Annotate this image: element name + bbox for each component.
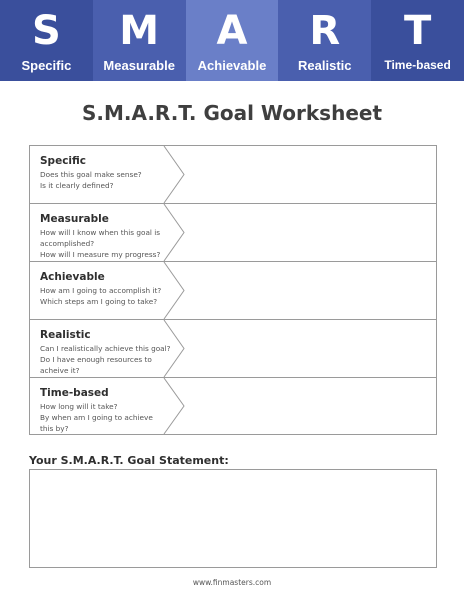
row-label — [30, 146, 185, 203]
banner-letter: A — [216, 8, 248, 54]
row-question: How am I going to accomplish it? — [40, 286, 162, 295]
row-heading: Achievable — [40, 271, 105, 283]
page-title: S.M.A.R.T. Goal Worksheet — [81, 101, 383, 125]
footer-website: www.finmasters.com — [192, 578, 272, 587]
row-question: Can I realistically achieve this goal? — [40, 344, 171, 353]
row-question: Which steps am I going to take? — [40, 297, 158, 306]
row-question: Is it clearly defined? — [40, 181, 114, 190]
banner-word: Realistic — [298, 58, 352, 73]
row-label — [30, 204, 185, 261]
banner-letter: S — [31, 8, 61, 54]
banner-word: Measurable — [103, 58, 175, 73]
row-questions — [40, 285, 185, 307]
row-question: Does this goal make sense? — [40, 170, 142, 179]
row-questions — [40, 227, 185, 260]
row-question: How will I measure my progress? — [40, 250, 161, 259]
banner-letter: M — [119, 8, 160, 54]
row-questions — [40, 169, 185, 191]
row-label — [30, 262, 185, 319]
banner-cell-realistic — [278, 0, 371, 81]
row-label — [30, 378, 185, 434]
goal-statement-label: Your S.M.A.R.T. Goal Statement: — [29, 454, 229, 467]
answer-area-specific[interactable] — [190, 146, 436, 203]
banner-cell-specific — [0, 0, 93, 81]
worksheet-row-realistic — [30, 320, 436, 378]
row-question: acheive it? — [40, 366, 80, 375]
row-heading: Specific — [40, 155, 87, 167]
banner-letter: T — [403, 8, 432, 54]
goal-statement-box[interactable] — [29, 469, 437, 568]
worksheet-row-measurable — [30, 204, 436, 262]
smart-banner — [0, 0, 464, 81]
banner-letter: R — [309, 8, 341, 54]
worksheet-table — [29, 145, 437, 435]
row-question: accomplished? — [40, 239, 95, 248]
row-heading: Measurable — [40, 213, 109, 225]
row-questions — [40, 343, 185, 376]
worksheet-row-achievable — [30, 262, 436, 320]
answer-area-realistic[interactable] — [190, 320, 436, 377]
worksheet-row-specific — [30, 146, 436, 204]
row-heading: Realistic — [40, 329, 91, 341]
row-question: How long will it take? — [40, 402, 118, 411]
banner-cell-achievable — [186, 0, 279, 81]
answer-area-measurable[interactable] — [190, 204, 436, 261]
banner-word: Achievable — [197, 58, 267, 73]
answer-area-achievable[interactable] — [190, 262, 436, 319]
banner-cell-measurable — [93, 0, 186, 81]
row-question: this by? — [40, 424, 69, 433]
row-label — [30, 320, 185, 377]
worksheet-row-time-based — [30, 378, 436, 434]
banner-word: Time-based — [384, 58, 451, 72]
banner-cell-time-based — [371, 0, 464, 81]
row-question: Do I have enough resources to — [40, 355, 152, 364]
row-heading: Time-based — [40, 387, 109, 399]
answer-area-time-based[interactable] — [190, 378, 436, 434]
banner-word: Specific — [21, 58, 72, 73]
row-question: How will I know when this goal is — [40, 228, 161, 237]
row-question: By when am I going to achieve — [40, 413, 153, 422]
row-questions — [40, 401, 185, 434]
